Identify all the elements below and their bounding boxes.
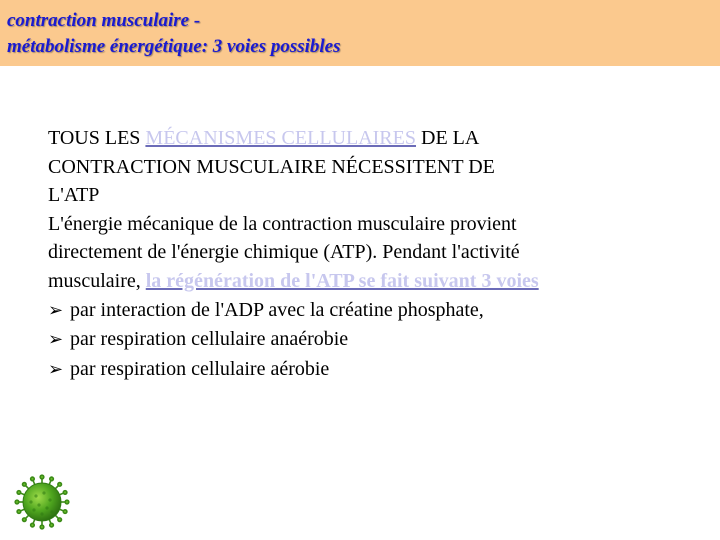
virus-surface-dot: [29, 500, 32, 503]
body-line-1-prefix: TOUS LES: [48, 127, 146, 149]
bullet-item: [48, 355, 668, 385]
virus-spike-tip: [40, 525, 44, 529]
virus-spike-tip: [50, 523, 54, 527]
body-line-6: [48, 267, 668, 296]
virus-spike-tip: [63, 491, 67, 495]
bullet-item: [48, 296, 668, 326]
slide-title: [7, 8, 341, 60]
virus-spike-tip: [50, 477, 54, 481]
body-line-1-suffix: DE LA: [416, 127, 480, 149]
virus-surface-dot: [34, 494, 37, 497]
green-virus-icon: [14, 474, 70, 530]
slide-body: [48, 124, 668, 384]
virus-spike-tip: [17, 510, 21, 514]
virus-surface-dot: [37, 503, 40, 506]
virus-spike-tip: [65, 500, 69, 504]
body-line-4: L'énergie mécanique de la contraction musculaire provient: [48, 212, 517, 235]
title-bar: [0, 0, 720, 66]
bullet-item: [48, 325, 668, 355]
bullet-text: par respiration cellulaire anaérobie: [70, 328, 349, 351]
virus-spike-tip: [58, 483, 62, 487]
virus-spike-tip: [31, 477, 35, 481]
virus-spike-tip: [17, 491, 21, 495]
body-line-5: directement de l'énergie chimique (ATP). Pendant l'activité: [48, 241, 520, 264]
virus-spike-tip: [40, 475, 44, 479]
virus-surface-dot: [32, 508, 35, 511]
virus-surface-dot: [40, 512, 43, 515]
link-regeneration-atp[interactable]: la régénération de l'ATP se fait suivant 3 voies: [145, 269, 539, 292]
slide-title-line-1: contraction musculaire -: [7, 10, 201, 31]
virus-spike-tip: [23, 518, 27, 522]
virus-spike-tip: [31, 523, 35, 527]
virus-spike-tip: [63, 510, 67, 514]
virus-spike-tip: [15, 500, 19, 504]
virus-spike-tip: [23, 483, 27, 487]
arrow-bullet-icon: ➢: [48, 299, 64, 321]
body-line-3: L'ATP: [48, 184, 100, 207]
arrow-bullet-icon: ➢: [48, 329, 64, 351]
virus-spike-tip: [58, 518, 62, 522]
virus-surface-dot: [50, 510, 53, 513]
slide-title-line-2: métabolisme énergétique: 3 voies possibles: [7, 36, 341, 57]
bullet-text: par interaction de l'ADP avec la créatine phosphate,: [70, 298, 484, 321]
link-mecanismes-cellulaires[interactable]: MÉCANISMES CELLULAIRES: [145, 127, 416, 149]
virus-surface-dot: [42, 491, 45, 494]
bullet-text: par respiration cellulaire aérobie: [70, 357, 330, 380]
virus-surface-dot: [45, 506, 48, 509]
body-line-1: [48, 124, 668, 153]
body-line-6-prefix: musculaire,: [48, 269, 146, 292]
arrow-bullet-icon: ➢: [48, 358, 64, 380]
virus-surface-dot: [48, 498, 51, 501]
body-line-2: CONTRACTION MUSCULAIRE NÉCESSITENT DE: [48, 155, 495, 178]
